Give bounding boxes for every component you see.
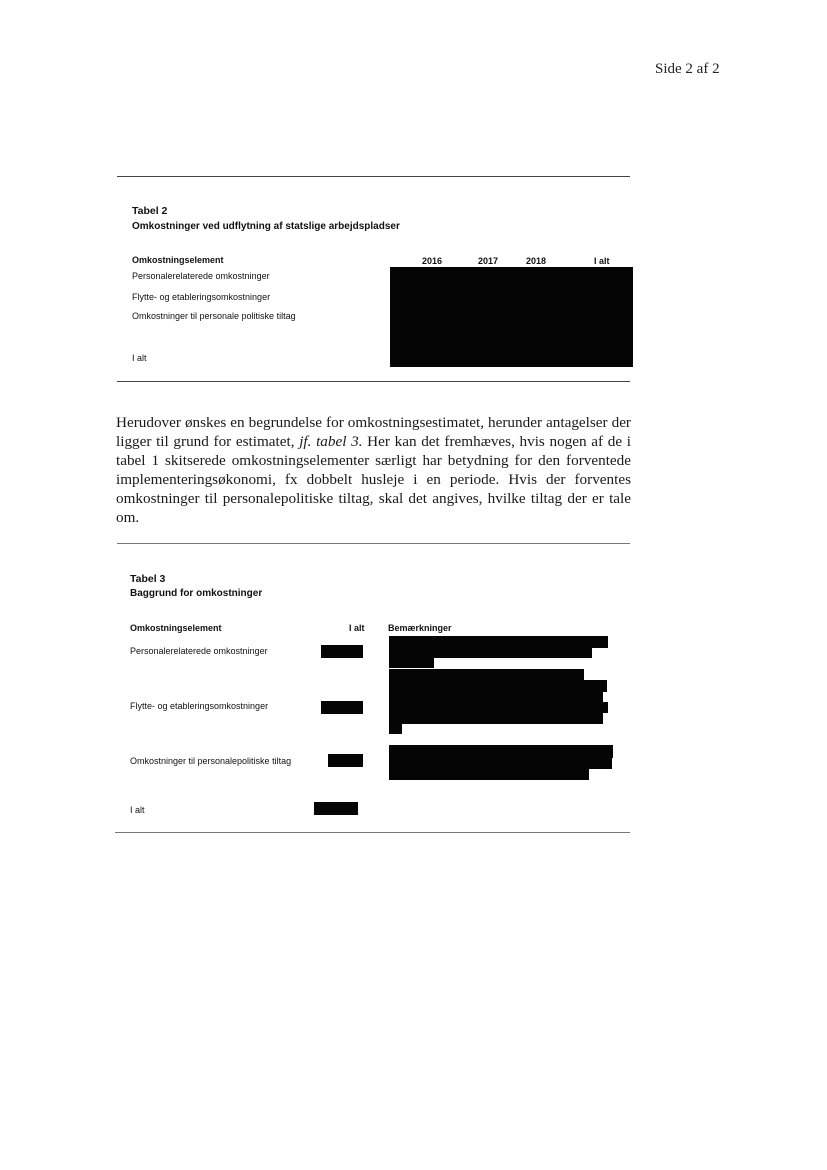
table2-row-hr-policy: Omkostninger til personale politiske tiltag	[132, 311, 296, 321]
table3-redacted-remark-1c	[389, 657, 434, 668]
table3-top-rule	[117, 543, 630, 544]
table2-row-total: I alt	[132, 353, 147, 363]
table3-redacted-remark-3c	[389, 768, 589, 780]
table2-redacted-values	[390, 267, 633, 367]
table3-row-total: I alt	[130, 805, 145, 815]
table2-col-2018: 2018	[526, 256, 547, 266]
table3-row-personnel: Personalerelaterede omkostninger	[130, 646, 268, 656]
page-number: Side 2 af 2	[655, 61, 720, 77]
table3-col-remarks: Bemærkninger	[388, 623, 452, 633]
paragraph-part2: Her kan det fremhæves, hvis nogen af de i tabel 1 skitserede omkostningselementer særligt har betydning for den forventede implementeringsøkonomi, fx dobbelt husleje i en periode. Hvis der forventes omkostninger til personalepolitiske tiltag, skal det angives, hvilke tiltag der er tale om.	[116, 433, 631, 526]
table3-col-element: Omkostningselement	[130, 623, 222, 633]
table3-col-total: I alt	[349, 623, 365, 633]
table2-top-rule	[117, 176, 630, 177]
table3-redacted-total-sum	[314, 802, 358, 815]
paragraph-table-ref: jf. tabel 3.	[299, 433, 363, 450]
table2-bottom-rule	[117, 381, 630, 382]
table2-col-2017: 2017	[478, 256, 499, 266]
table2-title: Omkostninger ved udflytning af statslige arbejdspladser	[132, 221, 400, 232]
table3-row-relocation: Flytte- og etableringsomkostninger	[130, 701, 269, 711]
table3-redacted-remark-2f	[389, 723, 402, 734]
table2-col-2016: 2016	[422, 256, 443, 266]
table3-row-hr-policy: Omkostninger til personalepolitiske tiltag	[130, 756, 292, 766]
table3-bottom-rule	[115, 832, 630, 833]
table2-label: Tabel 2	[132, 205, 168, 217]
table3-redacted-total-3	[328, 754, 363, 767]
table2-row-personnel: Personalerelaterede omkostninger	[132, 271, 270, 281]
table2-row-relocation: Flytte- og etableringsomkostninger	[132, 292, 271, 302]
table2-col-total: I alt	[594, 256, 610, 266]
body-paragraph	[116, 413, 631, 527]
table3-label: Tabel 3	[130, 573, 166, 585]
table2-col-element: Omkostningselement	[132, 255, 224, 265]
table3-redacted-remark-2e	[389, 712, 603, 724]
table3-title: Baggrund for omkostninger	[130, 588, 263, 599]
table3-redacted-total-1	[321, 645, 363, 658]
table3-redacted-total-2	[321, 701, 363, 714]
paragraph-part1: Herudover ønskes en begrundelse for omkostningsestimatet, herunder antagelser der ligger til grund for estimatet,	[116, 414, 631, 450]
